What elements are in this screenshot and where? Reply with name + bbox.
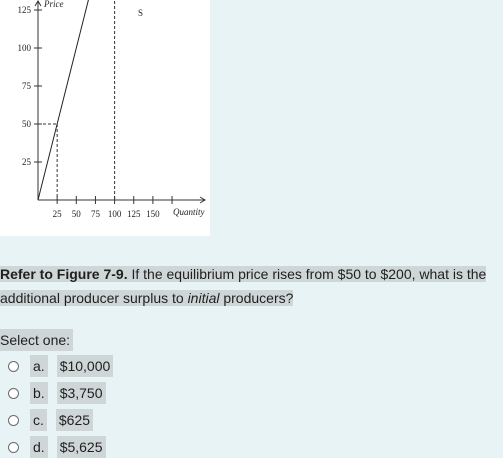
option-b[interactable] <box>8 382 106 404</box>
x-tick-label: 50 <box>71 209 81 219</box>
option-text-b: $3,750 <box>57 382 106 404</box>
option-letter-b: b. <box>30 382 48 404</box>
option-text-c: $625 <box>56 409 93 431</box>
radio-button-a[interactable] <box>8 361 19 372</box>
question-text <box>0 262 503 310</box>
radio-button-d[interactable] <box>8 442 19 453</box>
y-tick-label: 50 <box>22 119 31 129</box>
x-tick-label: 25 <box>52 209 62 219</box>
option-letter-a: a. <box>30 355 48 377</box>
option-letter-d: d. <box>30 436 48 458</box>
x-tick-label: 75 <box>90 209 100 219</box>
supply-curve <box>38 0 144 200</box>
option-a[interactable] <box>8 355 113 377</box>
figure-7-9 <box>0 0 210 236</box>
option-c[interactable] <box>8 409 93 431</box>
curve-label-s: S <box>138 8 144 18</box>
supply-chart <box>0 0 210 236</box>
y-axis-label: Price <box>44 0 64 9</box>
y-tick-label: 125 <box>17 5 31 15</box>
figure-reference: Refer to Figure 7-9. <box>0 266 128 282</box>
option-letter-c: c. <box>30 409 47 431</box>
question-body-1: If the equilibrium price rises from $50 to $200, what is the additional producer surplus to <box>0 266 487 306</box>
radio-button-c[interactable] <box>8 415 19 426</box>
x-tick-label: 150 <box>146 209 160 219</box>
select-one-label: Select one: <box>0 329 73 351</box>
question-emphasis: initial <box>187 290 220 306</box>
x-tick-label: 125 <box>127 209 141 219</box>
option-d[interactable] <box>8 436 106 458</box>
y-tick-label: 25 <box>22 157 31 167</box>
radio-button-b[interactable] <box>8 388 19 399</box>
x-tick-label: 100 <box>107 209 122 219</box>
question-body-2: producers? <box>219 290 294 306</box>
y-tick-label: 75 <box>22 81 31 91</box>
y-tick-label: 100 <box>17 43 31 53</box>
option-text-d: $5,625 <box>57 436 106 458</box>
x-axis-label: Quantity <box>173 207 205 217</box>
option-text-a: $10,000 <box>57 355 114 377</box>
